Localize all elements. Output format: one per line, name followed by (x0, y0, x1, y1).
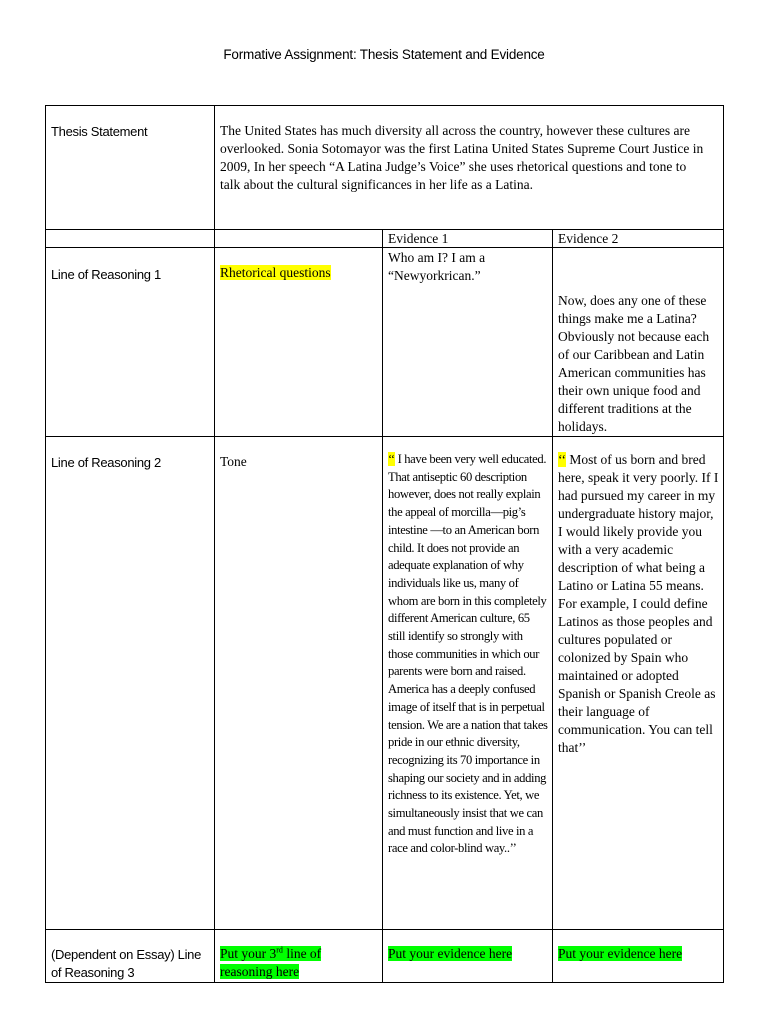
thesis-label: Thesis Statement (51, 124, 148, 139)
evidence-header-row (46, 230, 724, 248)
quote-mark-highlight: ‘‘ (558, 452, 566, 467)
reasoning-1-evidence-2: Now, does any one of these things make me a Latina? Obviously not because each of our Caribbean and Latin American communities has their own unique food and different traditions at the holidays. (558, 293, 710, 434)
document-title: Formative Assignment: Thesis Statement and Evidence (223, 47, 545, 62)
reasoning-3-sup: rd (276, 945, 283, 955)
reasoning-row-2 (46, 437, 724, 930)
thesis-row (46, 106, 724, 230)
thesis-text: The United States has much diversity all across the country, however these cultures are overlooked. Sonia Sotomayor was the first Latina United States Supreme Court Justice in 2009, In her speech “A Latina Judge’s Voice” she uses rhetorical questions and tone to talk about the cultural significances in her life as a Latina. (220, 123, 704, 192)
reasoning-2-evidence-2: Most of us born and bred here, speak it very poorly. If I had pursued my career in my undergraduate history major, I would likely provide you with a very academic description of what being a Latino or Latina 55 means. For example, I could define Latinos as those peoples and cultures populated or colonized by Spain who maintained or adopted Spanish or Spanish Creole as their language of communication. You can tell that’’ (558, 452, 719, 755)
reasoning-2-text: Tone (220, 454, 247, 469)
header-blank-cell (46, 230, 215, 248)
reasoning-row-1 (46, 248, 724, 437)
header-blank-cell (215, 230, 383, 248)
reasoning-3-evidence-2-placeholder: Put your evidence here (558, 946, 683, 961)
reasoning-3-placeholder (220, 946, 321, 979)
evidence-2-header: Evidence 2 (558, 231, 619, 246)
reasoning-2-evidence-1: I have been very well educated. That antiseptic 60 description however, does not really explain the appeal of morcilla—pig’s intestine —to an American born child. It does not provide an adequate explanation of why individuals like us, many of whom are born in this completely different American culture, 65 still identify so strongly with those communities in which our parents were born and raised. America has a deeply confused image of itself that is in perpetual tension. We are a nation that takes pride in our ethnic diversity, recognizing its 70 importance in shaping our society and in adding richness to its existence. Yet, we simultaneously insist that we can and must function and live in a race and color-blind way..’’ (388, 452, 548, 856)
reasoning-1-evidence-1: Who am I? I am a “Newyorkrican.” (388, 250, 486, 283)
evidence-1-header: Evidence 1 (388, 231, 449, 246)
quote-mark-highlight: ‘‘ (388, 452, 395, 466)
reasoning-3-evidence-1-placeholder: Put your evidence here (388, 946, 513, 961)
reasoning-3-label: (Dependent on Essay) Line of Reasoning 3 (51, 947, 202, 980)
reasoning-3-pre: Put your 3 (220, 946, 277, 961)
reasoning-row-3 (46, 930, 724, 983)
reasoning-3-post: line of reasoning here (220, 946, 322, 979)
reasoning-1-label: Line of Reasoning 1 (51, 267, 161, 282)
reasoning-1-text: Rhetorical questions (220, 265, 331, 280)
reasoning-2-label: Line of Reasoning 2 (51, 455, 161, 470)
evidence-table (45, 105, 724, 983)
